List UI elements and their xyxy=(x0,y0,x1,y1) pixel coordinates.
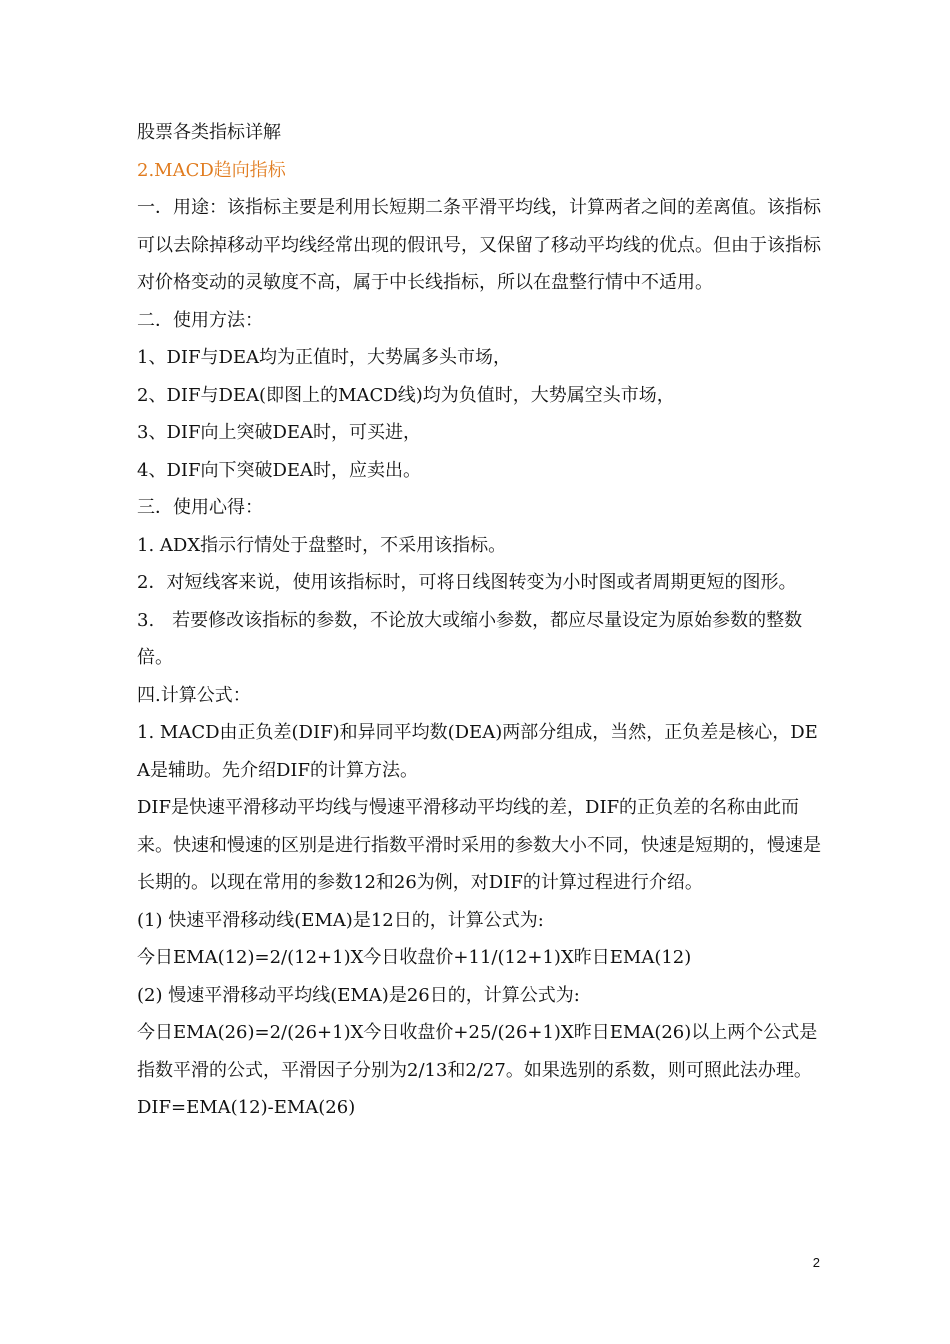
formula-intro: 1. MACD由正负差(DIF)和异同平均数(DEA)两部分组成，当然，正负差是核心，DEA是辅助。先介绍DIF的计算方法。 xyxy=(137,722,818,781)
heading-usage: 二．使用方法： xyxy=(137,309,263,331)
usage-item-2: 2、DIF与DEA(即图上的MACD线)均为负值时，大势属空头市场， xyxy=(137,384,675,406)
document-title: 股票各类指标详解 xyxy=(137,122,281,143)
slow-ema-formula: 今日EMA(26)=2/(26+1)X今日收盘价+25/(26+1)X昨日EMA(26)以上两个公式是指数平滑的公式，平滑因子分别为2/13和2/27。如果选别的系数，则可照此法办理。 xyxy=(137,1022,818,1081)
section-heading: 2.MACD趋向指标 xyxy=(137,159,286,181)
heading-formula: 四.计算公式： xyxy=(137,684,251,706)
heading-experience: 三．使用心得： xyxy=(137,497,263,518)
slow-ema-heading: (2) 慢速平滑移动平均线(EMA)是26日的，计算公式为: xyxy=(137,984,580,1006)
document-body xyxy=(137,114,827,1127)
fast-ema-heading: (1) 快速平滑移动线(EMA)是12日的，计算公式为: xyxy=(137,909,544,931)
paragraph-purpose: 一．用途：该指标主要是利用长短期二条平滑平均线，计算两者之间的差离值。该指标可以去除掉移动平均线经常出现的假讯号，又保留了移动平均线的优点。但由于该指标对价格变动的灵敏度不高，属于中长线指标，所以在盘整行情中不适用。 xyxy=(137,197,821,293)
usage-item-3: 3、DIF向上突破DEA时，可买进， xyxy=(137,422,422,443)
page-number: 2 xyxy=(812,1255,820,1270)
experience-item-2: 2．对短线客来说，使用该指标时，可将日线图转变为小时图或者周期更短的图形。 xyxy=(137,572,797,593)
usage-item-4: 4、DIF向下突破DEA时，应卖出。 xyxy=(137,459,422,481)
experience-item-1: 1. ADX指示行情处于盘整时，不采用该指标。 xyxy=(137,534,507,556)
dif-formula: DIF=EMA(12)-EMA(26) xyxy=(137,1097,356,1118)
usage-item-1: 1、DIF与DEA均为正值时，大势属多头市场， xyxy=(137,347,512,368)
dif-explanation: DIF是快速平滑移动平均线与慢速平滑移动平均线的差，DIF的正负差的名称由此而来。快速和慢速的区别是进行指数平滑时采用的参数大小不同，快速是短期的，慢速是长期的。以现在常用的参数12和26为例，对DIF的计算过程进行介绍。 xyxy=(137,797,821,893)
experience-item-3: 3. 若要修改该指标的参数，不论放大或缩小参数，都应尽量设定为原始参数的整数倍。 xyxy=(137,609,803,668)
fast-ema-formula: 今日EMA(12)=2/(12+1)X今日收盘价+11/(12+1)X昨日EMA(12) xyxy=(137,947,692,968)
